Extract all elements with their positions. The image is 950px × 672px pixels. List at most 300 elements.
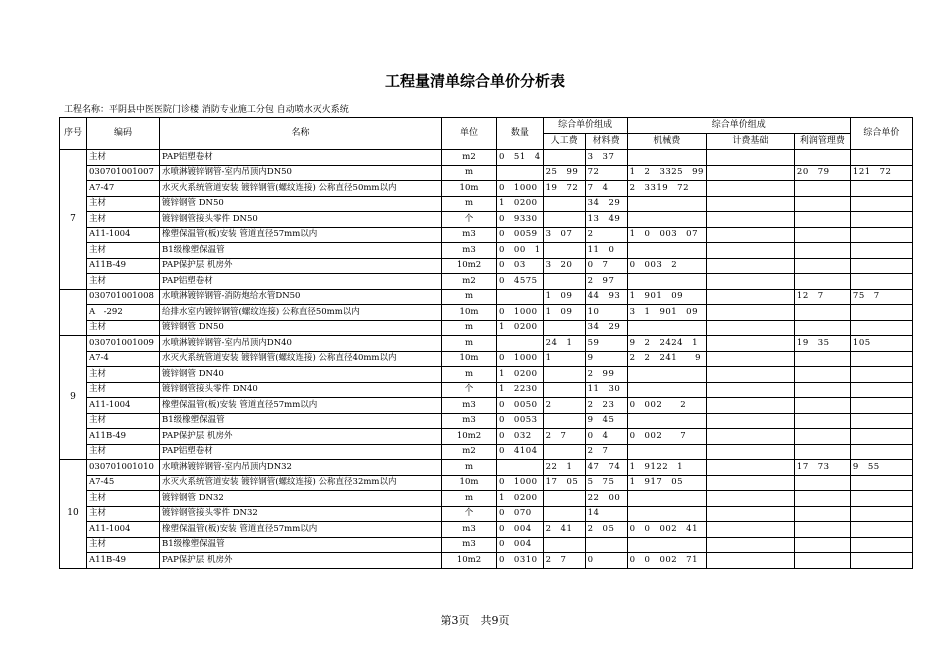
cell-name: 镀锌钢管 DN50 [160,196,442,212]
header-row-1 [60,118,913,134]
sheet-title: 工程量清单综合单价分析表 [384,72,565,90]
cell-labor [543,491,585,507]
cell-total [850,150,912,166]
cell-qty: 0 0050 [497,398,544,414]
cell-seq [60,289,87,336]
cell-profit [794,243,850,259]
cell-code: A7-45 [87,475,160,491]
cell-unit: m [442,367,497,383]
cell-machine: 9 2 2424 1 [627,336,706,352]
cell-profit [794,491,850,507]
cell-name: 橡塑保温管(板)安装 管道直径57mm以内 [160,522,442,538]
cell-total [850,212,912,228]
cell-base [706,522,794,538]
cell-base [706,351,794,367]
cell-qty: 0 070 [497,506,544,522]
cell-qty [497,336,544,352]
cell-material: 0 4 [585,429,627,445]
table-row [60,506,913,522]
header-qty: 数量 [497,118,544,150]
cell-labor: 2 7 [543,553,585,569]
cell-name: 镀锌钢管 DN40 [160,367,442,383]
cell-profit [794,351,850,367]
cell-name: 给排水室内镀锌钢管(螺纹连接) 公称直径50mm以内 [160,305,442,321]
cell-material [585,537,627,553]
header-group-1: 综合单价组成 [543,118,627,134]
cell-labor [543,150,585,166]
table-row [60,475,913,491]
cell-qty: 0 0059 [497,227,544,243]
cell-machine: 0 002 2 [627,398,706,414]
header-profit: 利润管理费 [794,134,850,150]
cell-unit: m [442,165,497,181]
cell-total [850,320,912,336]
cell-seq: 7 [60,150,87,290]
cell-base [706,444,794,460]
cell-qty: 1 0200 [497,196,544,212]
cell-base [706,429,794,445]
cell-unit: 个 [442,212,497,228]
cell-total [850,181,912,197]
cell-name: 水灭火系统管道安装 镀锌钢管(螺纹连接) 公称直径40mm以内 [160,351,442,367]
cell-name: 镀锌钢管接头零件 DN32 [160,506,442,522]
table-row [60,537,913,553]
cell-name: PAP铝塑卷材 [160,150,442,166]
cell-name: PAP保护层 机房外 [160,553,442,569]
table-row [60,460,913,476]
cell-machine: 1 901 09 [627,289,706,305]
cell-unit: m [442,320,497,336]
cell-name: 镀锌钢管接头零件 DN40 [160,382,442,398]
cell-machine [627,196,706,212]
cell-base [706,367,794,383]
cell-total [850,274,912,290]
cell-profit [794,506,850,522]
cell-code: 主材 [87,243,160,259]
cell-name: PAP保护层 机房外 [160,258,442,274]
cell-profit [794,537,850,553]
cell-base [706,165,794,181]
cell-profit: 19 35 [794,336,850,352]
cell-total [850,475,912,491]
cell-total [850,367,912,383]
cell-base [706,382,794,398]
cell-machine: 2 2 241 9 [627,351,706,367]
cell-total: 105 [850,336,912,352]
cell-code: A11-1004 [87,398,160,414]
cell-material: 11 30 [585,382,627,398]
cell-qty: 0 0053 [497,413,544,429]
cell-seq: 9 [60,336,87,460]
cell-unit: 10m2 [442,429,497,445]
cell-machine [627,320,706,336]
cell-machine [627,367,706,383]
cell-machine [627,491,706,507]
cell-labor: 24 1 [543,336,585,352]
cell-machine: 0 0 002 71 [627,553,706,569]
cell-unit: m3 [442,243,497,259]
cell-unit: m2 [442,274,497,290]
cell-code: 主材 [87,537,160,553]
cell-material: 59 [585,336,627,352]
cell-qty: 0 1000 [497,351,544,367]
cell-code: 主材 [87,212,160,228]
cell-base [706,475,794,491]
cell-total [850,429,912,445]
cell-machine: 0 0 002 41 [627,522,706,538]
table-row [60,522,913,538]
cell-unit: m2 [442,444,497,460]
header-machine: 机械费 [627,134,706,150]
table-row [60,336,913,352]
table-row [60,181,913,197]
cell-unit: 个 [442,506,497,522]
cell-labor [543,212,585,228]
table-row [60,320,913,336]
cell-labor [543,320,585,336]
cell-material: 34 29 [585,196,627,212]
cell-material: 2 99 [585,367,627,383]
cell-base [706,289,794,305]
cell-unit: 10m [442,351,497,367]
cell-machine [627,274,706,290]
cell-code: 主材 [87,382,160,398]
cell-profit [794,227,850,243]
cell-qty: 1 2230 [497,382,544,398]
cell-total [850,196,912,212]
table-row [60,553,913,569]
cell-unit: m [442,196,497,212]
cell-qty [497,460,544,476]
cell-base [706,196,794,212]
cell-base [706,553,794,569]
table-row [60,243,913,259]
cell-qty: 0 1000 [497,181,544,197]
cell-name: 橡塑保温管(板)安装 管道直径57mm以内 [160,398,442,414]
cell-code: A7-4 [87,351,160,367]
cell-total [850,522,912,538]
cell-total [850,491,912,507]
header-material: 材料费 [585,134,627,150]
cell-machine: 2 3319 72 [627,181,706,197]
cell-total: 9 55 [850,460,912,476]
cell-unit: m [442,491,497,507]
cell-qty [497,165,544,181]
table-row [60,413,913,429]
cell-qty: 0 4575 [497,274,544,290]
cell-total [850,227,912,243]
cell-base [706,258,794,274]
table-row [60,382,913,398]
cell-profit [794,258,850,274]
cell-unit: 10m2 [442,258,497,274]
cell-code: A11-1004 [87,227,160,243]
cell-name: 橡塑保温管(板)安装 管道直径57mm以内 [160,227,442,243]
cell-name: 镀锌钢管 DN32 [160,491,442,507]
header-labor: 人工费 [543,134,585,150]
cell-material: 13 49 [585,212,627,228]
cell-name: B1级橡塑保温管 [160,537,442,553]
cell-machine: 3 1 901 09 [627,305,706,321]
cell-qty: 0 51 4 [497,150,544,166]
analysis-table [59,117,913,569]
cell-code: A11-1004 [87,522,160,538]
cell-base [706,398,794,414]
cell-base [706,460,794,476]
cell-material: 0 [585,553,627,569]
cell-labor [543,413,585,429]
cell-qty: 0 4104 [497,444,544,460]
table-row [60,274,913,290]
cell-material: 47 74 [585,460,627,476]
cell-material: 2 23 [585,398,627,414]
cell-total [850,351,912,367]
cell-total [850,413,912,429]
cell-qty [497,289,544,305]
cell-machine [627,243,706,259]
cell-material: 3 37 [585,150,627,166]
cell-name: 水喷淋镀锌钢管-室内吊顶内DN32 [160,460,442,476]
cell-labor [543,196,585,212]
cell-code: 030701001008 [87,289,160,305]
cell-profit [794,196,850,212]
cell-material: 0 7 [585,258,627,274]
cell-total [850,553,912,569]
cell-labor: 3 20 [543,258,585,274]
cell-qty: 0 03 [497,258,544,274]
cell-profit [794,320,850,336]
cell-machine [627,150,706,166]
project-name: 工程名称：平阴县中医医院门诊楼 消防专业施工分包 自动喷水灭火系统 [64,105,349,115]
cell-profit [794,413,850,429]
cell-code: 主材 [87,150,160,166]
cell-name: 水喷淋镀锌钢管-室内吊顶内DN40 [160,336,442,352]
cell-base [706,491,794,507]
cell-machine: 0 003 2 [627,258,706,274]
header-code: 编码 [87,118,160,150]
cell-unit: 10m [442,305,497,321]
cell-unit: m3 [442,398,497,414]
cell-labor: 17 05 [543,475,585,491]
cell-profit [794,274,850,290]
cell-labor: 3 07 [543,227,585,243]
cell-machine: 1 9122 1 [627,460,706,476]
cell-unit: m3 [442,537,497,553]
cell-unit: 10m [442,181,497,197]
table-row [60,212,913,228]
cell-material: 10 [585,305,627,321]
cell-qty: 0 00 1 [497,243,544,259]
cell-qty: 0 1000 [497,305,544,321]
cell-base [706,506,794,522]
table-row [60,351,913,367]
cell-profit [794,382,850,398]
cell-base [706,212,794,228]
cell-material: 22 00 [585,491,627,507]
cell-labor [543,382,585,398]
table-row [60,196,913,212]
cell-name: 水灭火系统管道安装 镀锌钢管(螺纹连接) 公称直径32mm以内 [160,475,442,491]
header-seq: 序号 [60,118,87,150]
cell-profit [794,367,850,383]
cell-total [850,444,912,460]
cell-qty: 0 0310 [497,553,544,569]
cell-profit [794,305,850,321]
cell-code: 主材 [87,506,160,522]
header-total: 综合单价 [850,118,912,150]
table-row [60,444,913,460]
cell-profit [794,181,850,197]
cell-material: 2 7 [585,444,627,460]
cell-material: 5 75 [585,475,627,491]
cell-seq: 10 [60,460,87,569]
cell-name: 水喷淋镀锌钢管-室内吊顶内DN50 [160,165,442,181]
cell-total [850,506,912,522]
cell-unit: m [442,289,497,305]
cell-code: A11B-49 [87,258,160,274]
header-unit: 单位 [442,118,497,150]
cell-code: 主材 [87,274,160,290]
cell-code: 030701001010 [87,460,160,476]
cell-labor [543,444,585,460]
cell-machine: 1 0 003 07 [627,227,706,243]
cell-material: 14 [585,506,627,522]
table-row [60,429,913,445]
cell-labor: 2 41 [543,522,585,538]
cell-qty: 0 004 [497,537,544,553]
cell-code: 主材 [87,444,160,460]
cell-unit: 10m [442,475,497,491]
cell-profit [794,475,850,491]
cell-code: A11B-49 [87,429,160,445]
cell-code: 主材 [87,320,160,336]
cell-profit [794,150,850,166]
cell-material: 2 [585,227,627,243]
cell-base [706,227,794,243]
cell-labor: 25 99 [543,165,585,181]
cell-labor: 22 1 [543,460,585,476]
header-base: 计费基础 [706,134,794,150]
cell-labor [543,506,585,522]
cell-profit [794,212,850,228]
cell-unit: m3 [442,227,497,243]
cell-profit: 20 79 [794,165,850,181]
cell-labor: 1 09 [543,289,585,305]
cell-material: 9 [585,351,627,367]
cell-labor [543,537,585,553]
cell-material: 72 [585,165,627,181]
cell-name: 镀锌钢管 DN50 [160,320,442,336]
cell-qty: 0 1000 [497,475,544,491]
cell-labor [543,243,585,259]
cell-machine: 0 002 7 [627,429,706,445]
cell-profit [794,444,850,460]
page-footer: 第3页 共9页 [440,614,510,627]
cell-machine: 1 917 05 [627,475,706,491]
cell-qty: 1 0200 [497,320,544,336]
table-row [60,398,913,414]
cell-base [706,274,794,290]
cell-name: B1级橡塑保温管 [160,243,442,259]
cell-qty: 0 9330 [497,212,544,228]
cell-material: 34 29 [585,320,627,336]
cell-code: A7-47 [87,181,160,197]
cell-labor: 1 [543,351,585,367]
cell-name: B1级橡塑保温管 [160,413,442,429]
cell-total [850,258,912,274]
cell-total [850,305,912,321]
cell-machine [627,382,706,398]
cell-labor: 19 72 [543,181,585,197]
cell-profit: 17 73 [794,460,850,476]
cell-unit: m2 [442,150,497,166]
table-row [60,227,913,243]
table-row [60,165,913,181]
cell-base [706,305,794,321]
cell-code: 主材 [87,367,160,383]
cell-labor: 2 7 [543,429,585,445]
cell-unit: m3 [442,413,497,429]
cell-unit: 个 [442,382,497,398]
cell-qty: 1 0200 [497,367,544,383]
cell-base [706,413,794,429]
cell-code: 主材 [87,196,160,212]
cell-name: PAP铝塑卷材 [160,274,442,290]
table-row [60,289,913,305]
cell-base [706,537,794,553]
table-row [60,367,913,383]
cell-profit [794,553,850,569]
cell-qty: 1 0200 [497,491,544,507]
cell-machine [627,212,706,228]
table-row [60,150,913,166]
cell-base [706,181,794,197]
cell-name: 水喷淋镀锌钢管-消防炮给水管DN50 [160,289,442,305]
cell-base [706,336,794,352]
cell-labor [543,367,585,383]
cell-base [706,150,794,166]
cell-unit: m3 [442,522,497,538]
cell-machine [627,413,706,429]
cell-labor [543,274,585,290]
cell-profit: 12 7 [794,289,850,305]
cell-labor: 2 [543,398,585,414]
cell-total: 121 72 [850,165,912,181]
cell-code: 主材 [87,413,160,429]
cell-material: 2 05 [585,522,627,538]
cell-name: PAP保护层 机房外 [160,429,442,445]
cell-profit [794,429,850,445]
table-row [60,305,913,321]
cell-profit [794,398,850,414]
cell-profit [794,522,850,538]
cell-qty: 0 004 [497,522,544,538]
cell-code: 主材 [87,491,160,507]
cell-unit: 10m2 [442,553,497,569]
cell-name: 镀锌钢管接头零件 DN50 [160,212,442,228]
cell-qty: 0 032 [497,429,544,445]
cell-code: 030701001009 [87,336,160,352]
cell-unit: m [442,460,497,476]
cell-material: 44 93 [585,289,627,305]
cell-material: 7 4 [585,181,627,197]
cell-total: 75 7 [850,289,912,305]
cell-machine [627,506,706,522]
cell-base [706,320,794,336]
cell-machine [627,537,706,553]
cell-name: 水灭火系统管道安装 镀锌钢管(螺纹连接) 公称直径50mm以内 [160,181,442,197]
cell-code: A -292 [87,305,160,321]
